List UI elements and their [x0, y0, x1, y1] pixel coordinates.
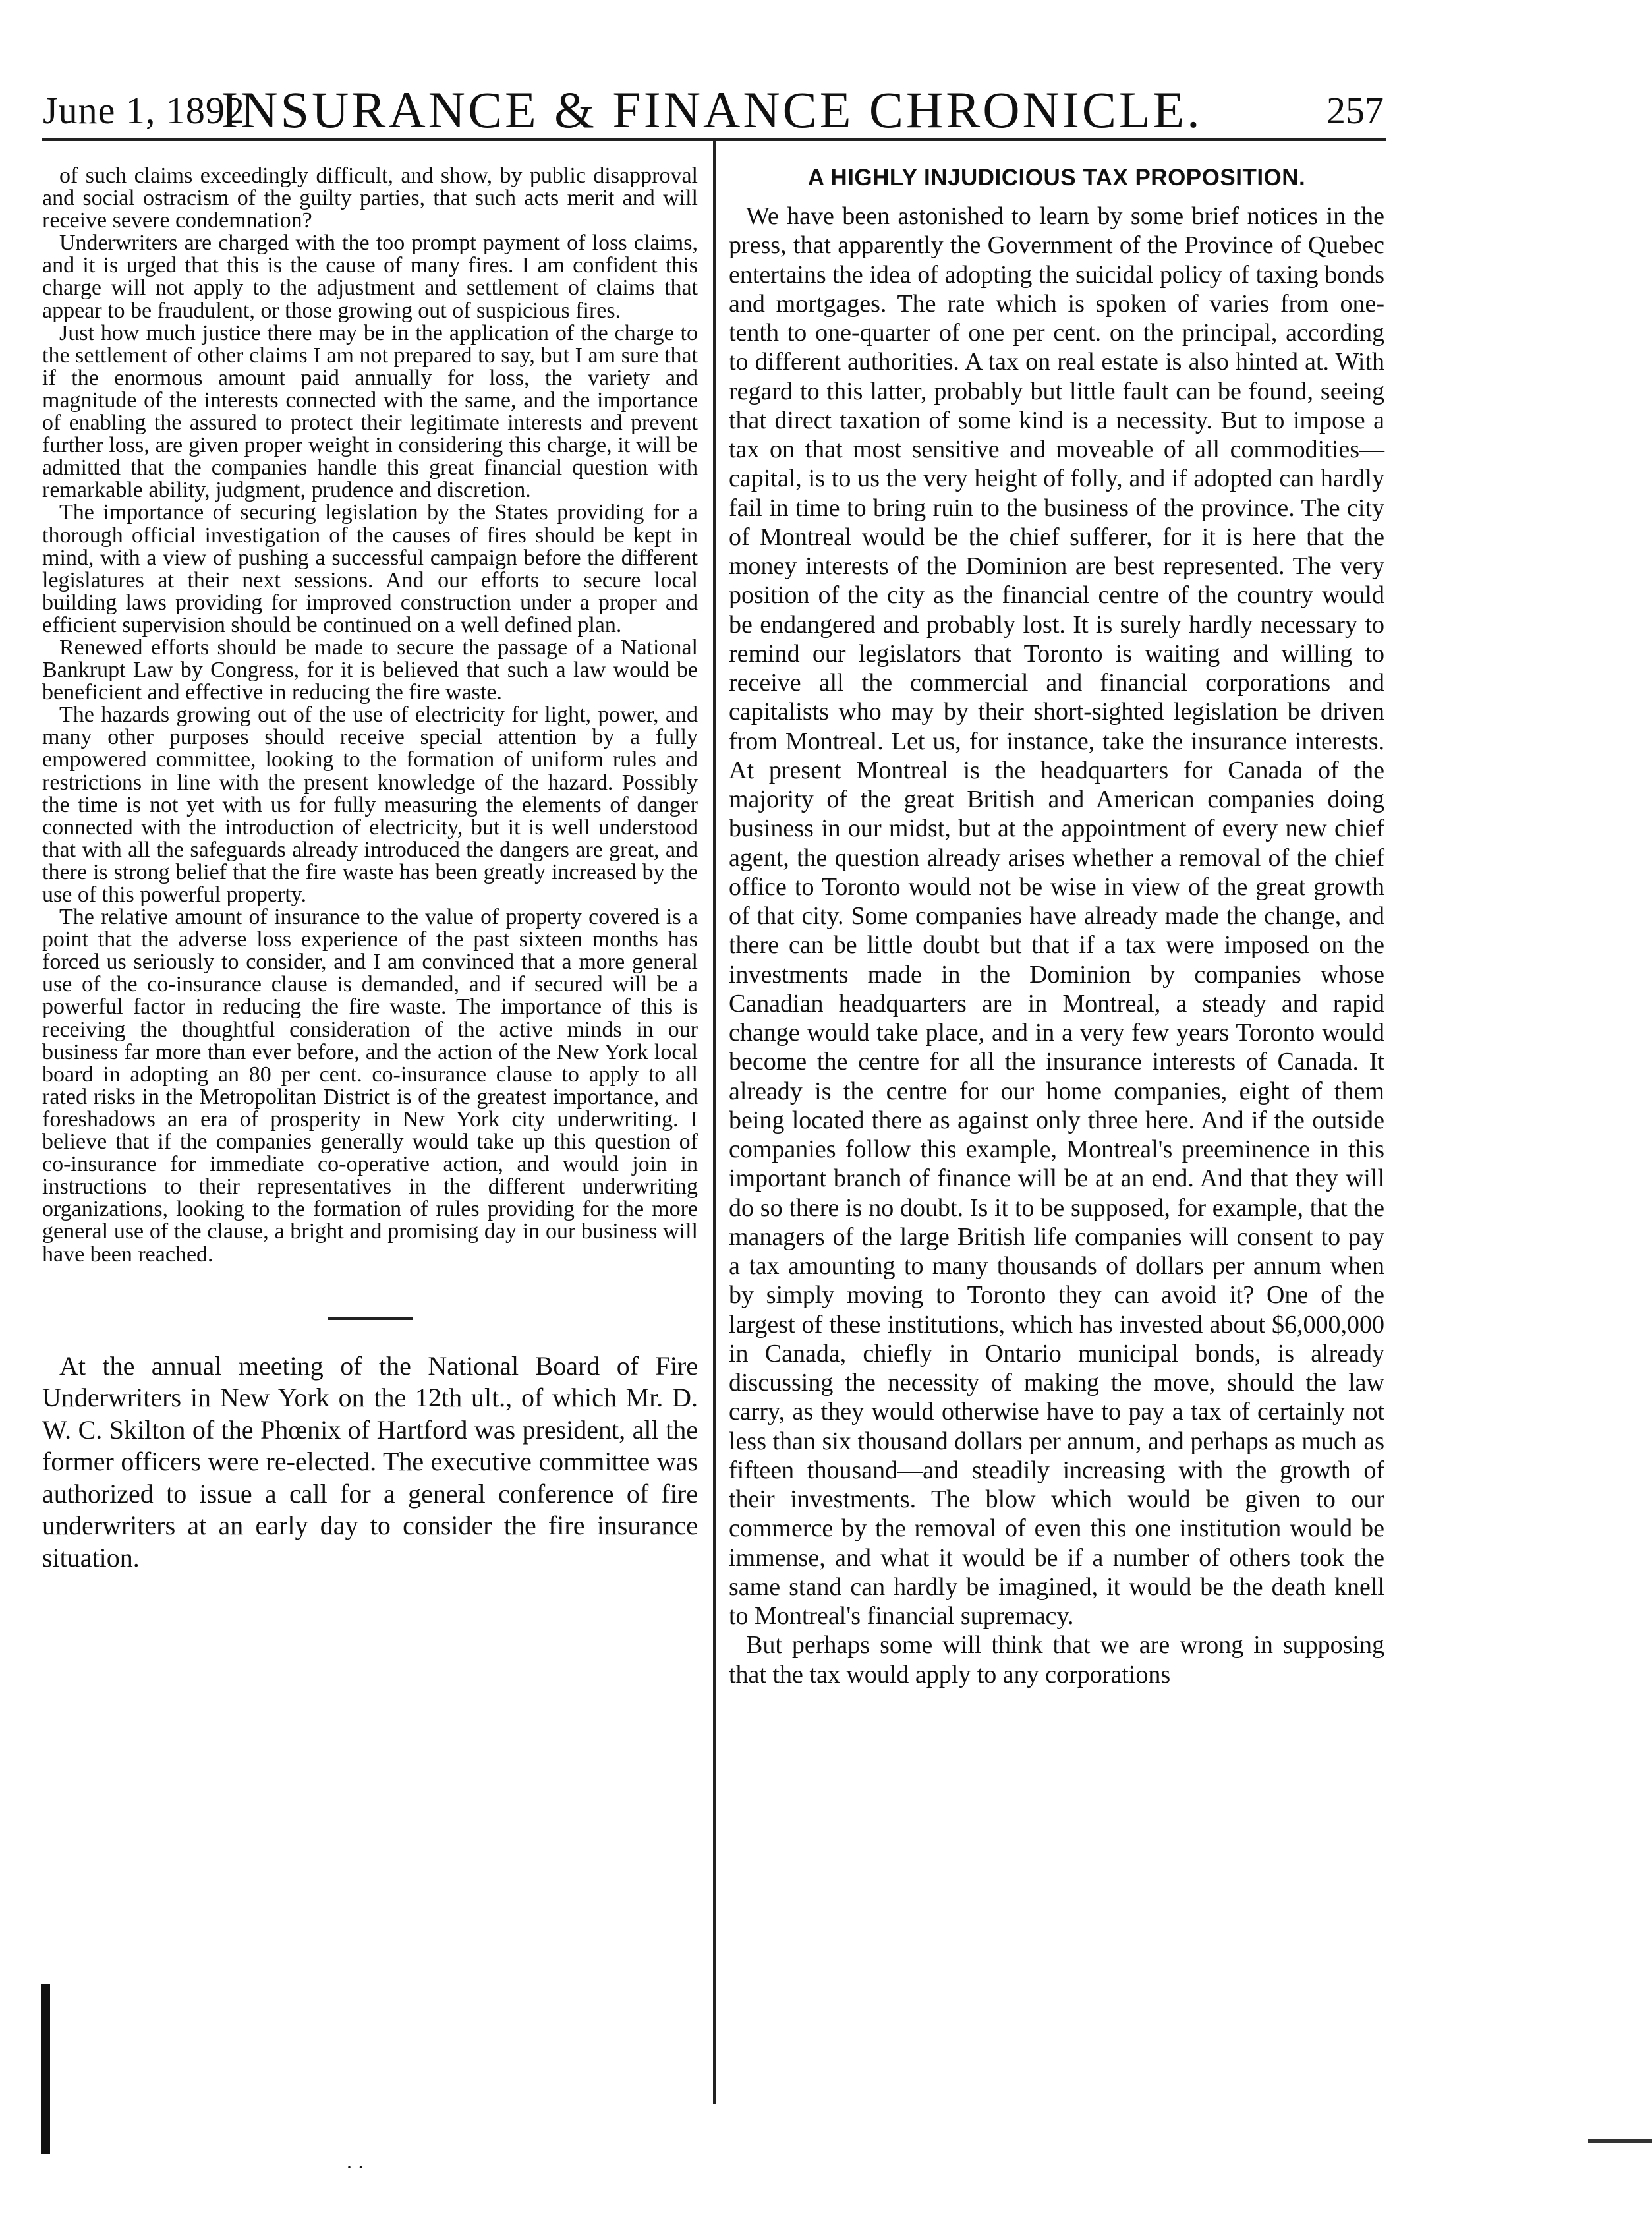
edge-mark [1588, 2139, 1652, 2143]
column-separator [713, 140, 716, 2104]
article-paragraph: of such claims exceedingly difficult, and show, by public disapproval and social ostracism of the guilty parties, that such acts merit and will receive severe condemnation? [42, 163, 698, 233]
page-header [40, 80, 1384, 138]
section-divider [328, 1317, 413, 1320]
article-paragraph: Underwriters are charged with the too prompt payment of loss claims, and it is urged that this is the cause of many fires. I am confident this charge will not apply to the adjustment and settlement of claims that appear to be fraudulent, or those growing out of suspicious fires. [42, 231, 698, 323]
article-paragraph: The importance of securing legislation by the States providing for a thorough official investigation of the causes of fires should be kept in mind, with a view of pushing a successful campaign before the different legislatures at their next sessions. And our efforts to secure local building laws providing for improved construction under a proper and efficient supervision should be continued on a well defined plan. [42, 500, 698, 637]
article-paragraph: But perhaps some will think that we are wrong in supposing that the tax would apply to any corporations [729, 1631, 1384, 1688]
article-paragraph: The relative amount of insurance to the value of property covered is a point that the adverse loss experience of the past sixteen months has forced us seriously to consider, and I am convinced that a more general use of the co-insurance clause is demanded, and if secured will be a powerful factor in reducing the fire waste. The importance of this is receiving the thoughtful consideration of the active minds in our business far more than ever before, and the action of the New York local board in adopting an 80 per cent. co-insurance clause to apply to all rated risks in the Metropolitan District is of the greatest importance, and foreshadows an era of prosperity in New York city underwriting. I believe that if the companies generally would take up this question of co-insurance for immediate co-operative action, and would join in instructions to their representatives in the different underwriting organizations, looking to the formation of rules providing for the more general use of the clause, a bright and promising day in our business will have been reached. [42, 905, 698, 1267]
publication-title: INSURANCE & FINANCE CHRONICLE. [221, 81, 1203, 138]
left-column [42, 165, 698, 1574]
article-paragraph: Just how much justice there may be in the application of the charge to the settlement of other claims I am not prepared to say, but I am sure that if the enormous amount paid annually for loss, the variety and magnitude of the interests connected with the same, and the importance of enabling the assured to protect their legitimate interests and prevent further loss, are given proper weight in considering this charge, it will be admitted that the companies handle this great financial question with remarkable ability, judgment, prudence and discretion. [42, 320, 698, 503]
print-mark: · · [346, 2156, 364, 2178]
article-title: A HIGHLY INJUDICIOUS TAX PROPOSITION. [807, 165, 1306, 190]
board-meeting-notice: At the annual meeting of the National Board of Fire Underwriters in New York on the 12th ult., of which Mr. D. W. C. Skilton of the Phœnix of Hartford was president, all the former officers were re-elected. The executive committee was authorized to issue a call for a general conference of fire underwriters at an early day to consider the fire insurance situation. [42, 1350, 698, 1572]
margin-mark [41, 1984, 50, 2154]
right-column [729, 165, 1384, 1689]
article-paragraph: We have been astonished to learn by some brief notices in the press, that apparently the Government of the Province of Quebec entertains the idea of adopting the suicidal policy of taxing bonds and mortgages. The rate which is spoken of varies from one-tenth to one-quarter of one per cent. on the principal, according to different authorities. A tax on real estate is also hinted at. With regard to this latter, probably but little fault can be found, seeing that direct taxation of some kind is a necessity. But to impose a tax on that most sensitive and moveable of all commodities—capital, is to us the very height of folly, and if adopted can hardly fail in time to bring ruin to the business of the province. The city of Montreal would be the chief sufferer, for it is here that the money interests of the Dominion are best represented. The very position of the city as the financial centre of the country would be endangered and probably lost. It is surely hardly necessary to remind our legislators that Toronto is waiting and willing to receive all the commercial and financial corporations and capitalists who may by their short-sighted legislation be driven from Montreal. Let us, for instance, take the insurance interests. At present Montreal is the headquarters for Canada of the majority of the great British and American companies doing business in our midst, but at the appointment of every new chief agent, the question already arises whether a removal of the chief office to Toronto would not be wise in view of the great growth of that city. Some companies have already made the change, and there can be little doubt but that if a tax were imposed on the investments made in the Dominion by companies whose Canadian headquarters are in Montreal, a steady and rapid change would take place, and in a very few years Toronto would become the centre for all the insurance interests of Canada. It already is the centre for our home companies, eight of them being located there as against only three here. And if the outside companies follow this example, Montreal's preeminence in this important branch of finance will be at an end. And that they will do so there is no doubt. Is it to be supposed, for example, that the managers of the large British life companies will consent to pay a tax amounting to many thousands of dollars per annum when by simply moving to Toronto they can avoid it? One of the largest of these institutions, which has invested about $6,000,000 in Canada, chiefly in Ontario municipal bonds, is already discussing the necessity of making the move, should the law carry, as they would otherwise have to pay a tax of certainly not less than six thousand dollars per annum, and perhaps as much as fifteen thousand—and steadily increasing with the growth of their investments. The blow which would be given to our commerce by the removal of even this one institution would be immense, and what it would be if a number of others took the same stand can hardly be imagined, it would be the death knell to Montreal's financial supremacy. [729, 202, 1384, 1630]
page-number: 257 [1326, 89, 1384, 132]
issue-date: June 1, 1892 [43, 89, 245, 132]
article-paragraph: Renewed efforts should be made to secure the passage of a National Bankrupt Law by Congress, for it is believed that such a law would be beneficient and effective in reducing the fire waste. [42, 635, 698, 705]
article-paragraph: The hazards growing out of the use of electricity for light, power, and many other purposes should receive special attention by a fully empowered committee, looking to the formation of uniform rules and restrictions in line with the present knowledge of the hazard. Possibly the time is not yet with us for fully measuring the elements of danger connected with the introduction of electricity, but it is well understood that with all the safeguards already introduced the dangers are great, and there is strong belief that the fire waste has been greatly increased by the use of this powerful property. [42, 703, 698, 907]
